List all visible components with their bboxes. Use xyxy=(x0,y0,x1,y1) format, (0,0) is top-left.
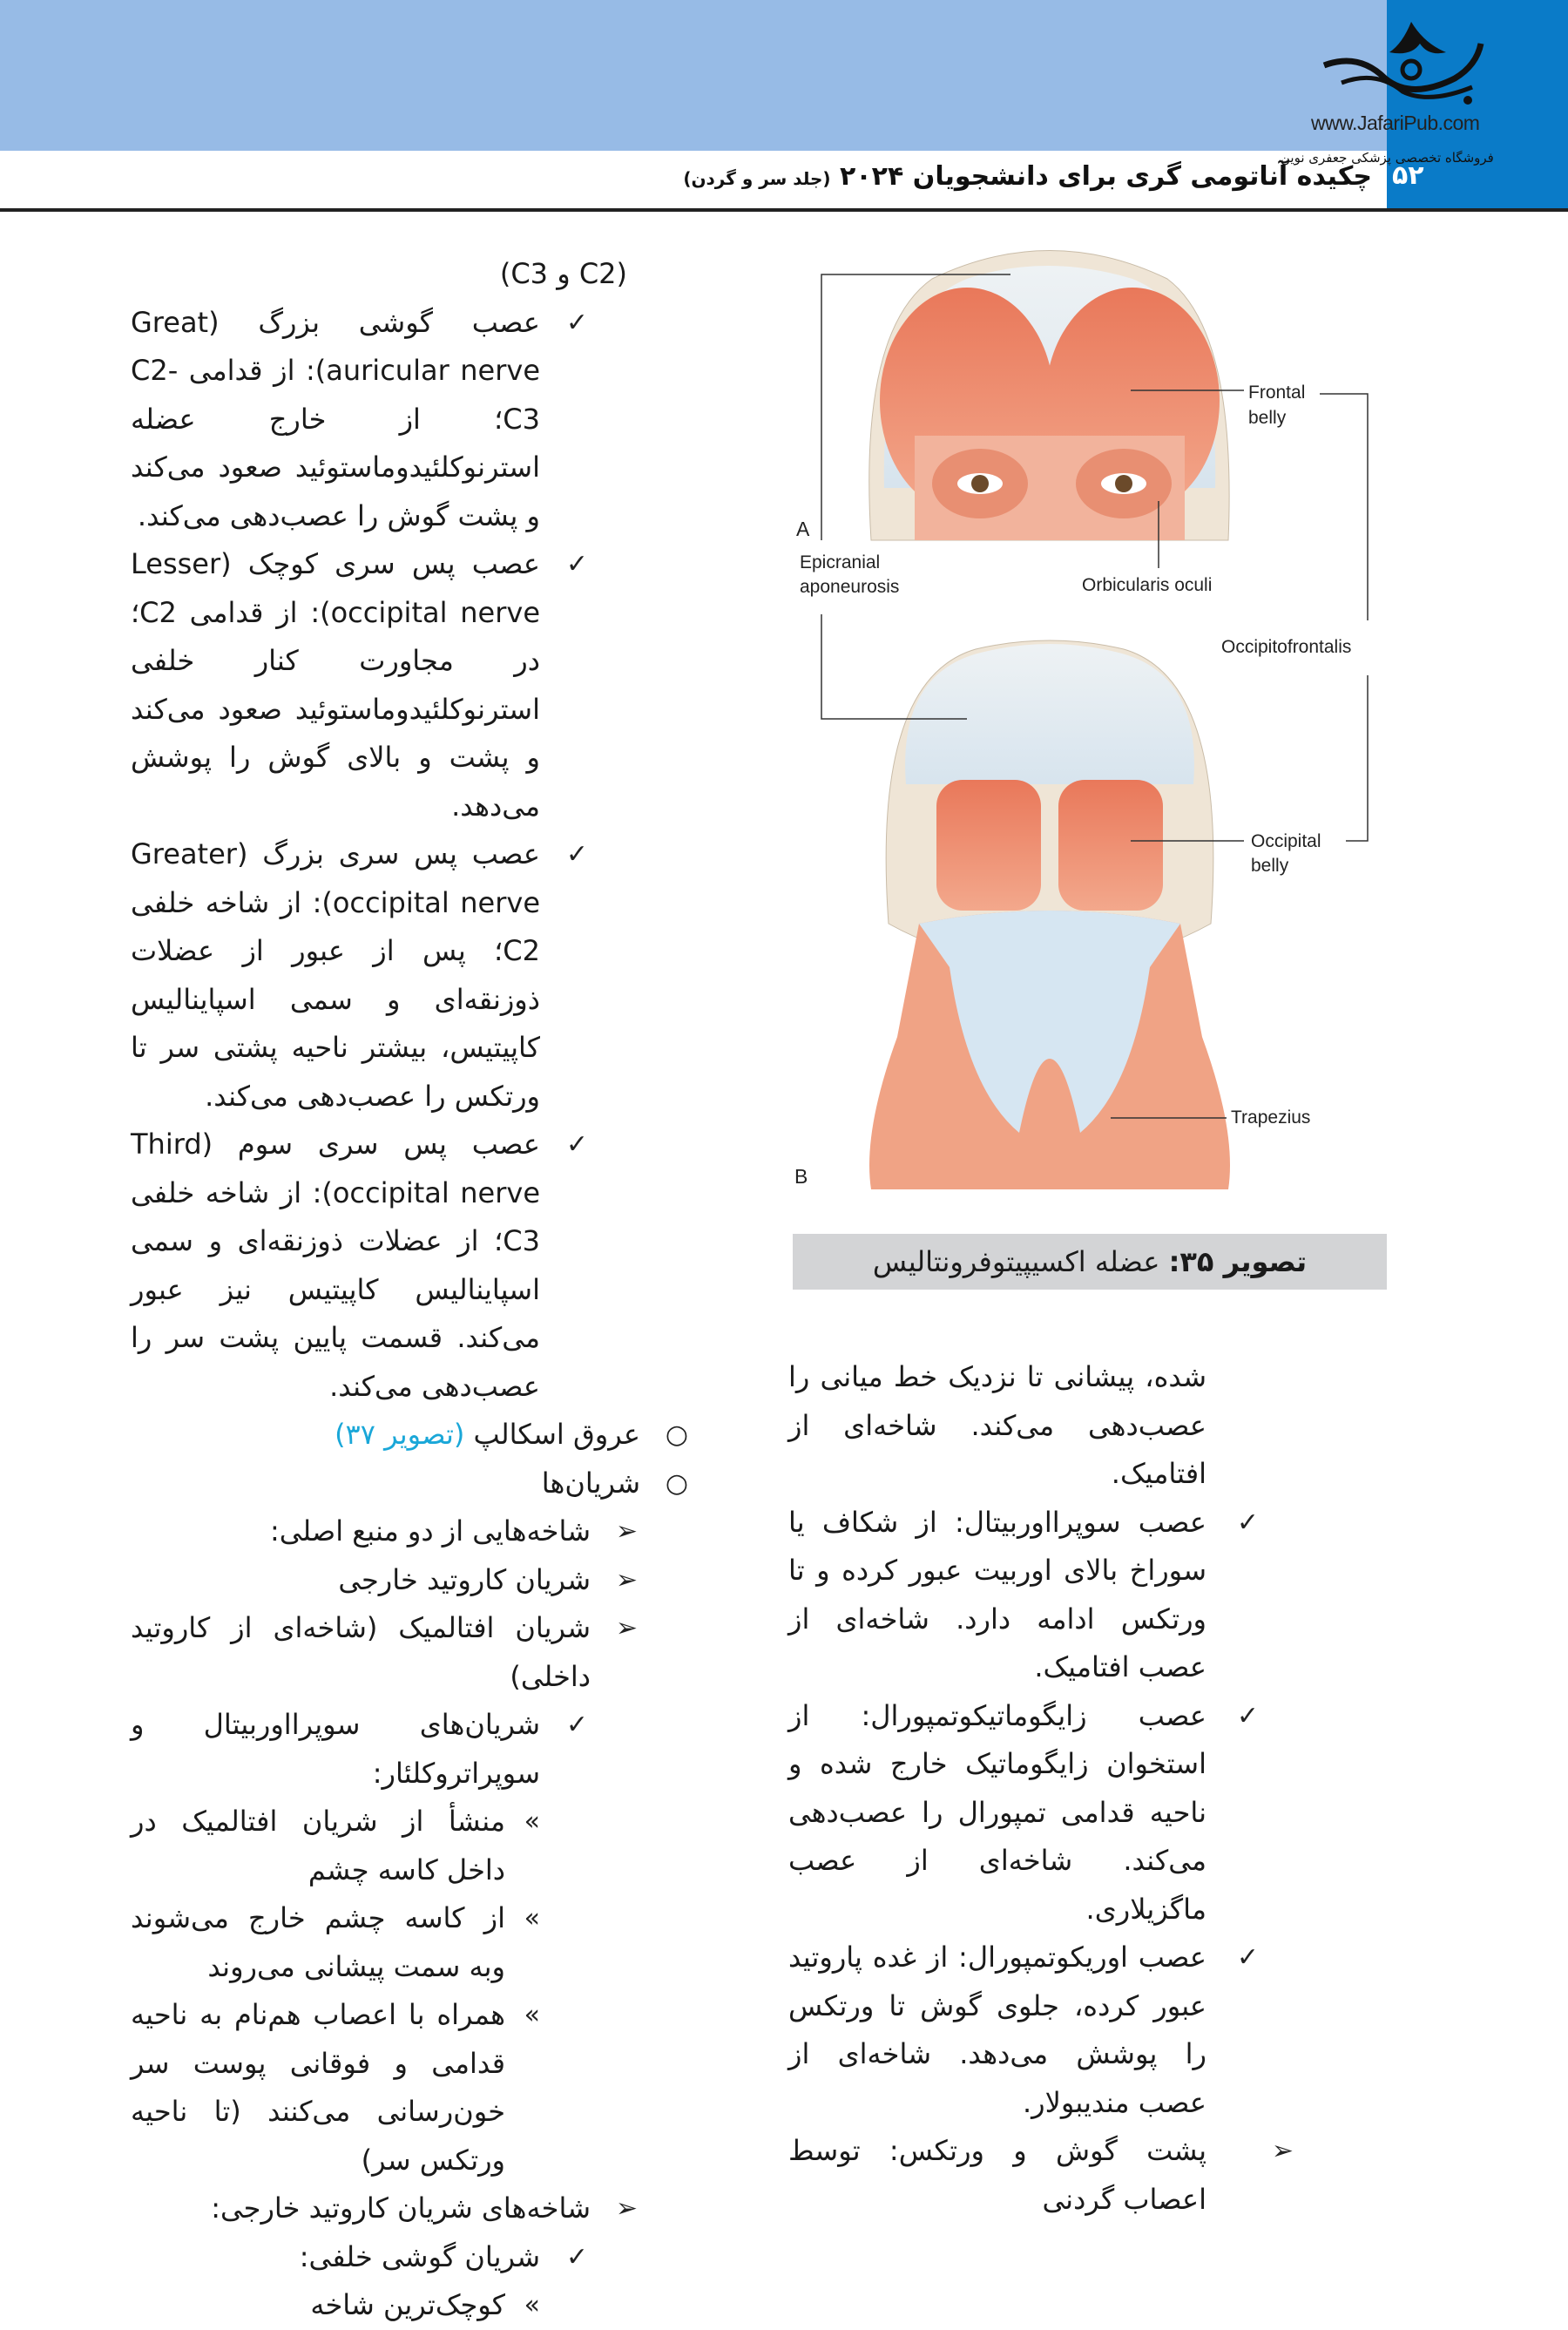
figure-link[interactable]: (تصویر ۳۷) xyxy=(335,1418,465,1451)
list-item xyxy=(131,1507,688,1556)
list-item-scalp-vessels xyxy=(131,1411,688,1460)
item-text: شریان‌ها xyxy=(541,1466,640,1500)
occipital-belly-left xyxy=(936,780,1041,911)
book-title-text: چکیده آناتومی گری برای دانشجویان ۲۰۲۴ xyxy=(840,161,1372,192)
check-icon: ✓ xyxy=(1236,1942,1259,1973)
right-column xyxy=(788,1353,1294,2224)
guillemet-bullet-icon: » xyxy=(524,2290,540,2320)
continuation-text: شده، پیشانی تا نزدیک خط میانی را عصب‌دهی می‌کند. شاخه‌ای از افتامیک. xyxy=(788,1360,1206,1490)
list-item xyxy=(131,1894,688,1991)
guillemet-bullet-icon: » xyxy=(524,2000,540,2030)
item-text: منشأ از شریان افتالمیک در داخل کاسه چشم xyxy=(131,1805,505,1886)
item-text: عصب اوریکوتمپورال: از غده پاروتید عبور کرده، جلوی گوش تا ورتکس را پوشش می‌دهد. شاخه‌ای از عصب مندیبولار. xyxy=(788,1941,1206,2119)
item-text: شریان گوشی خلفی: xyxy=(299,2239,540,2273)
check-icon: ✓ xyxy=(565,307,588,338)
list-item xyxy=(131,2233,688,2282)
check-icon: ✓ xyxy=(565,839,588,870)
item-text: شریان کاروتید خارجی xyxy=(338,1562,591,1596)
check-icon: ✓ xyxy=(1236,1507,1259,1538)
list-item xyxy=(131,1991,688,2184)
site-url: www.JafariPub.com xyxy=(1311,112,1480,134)
list-item-arteries xyxy=(131,1460,688,1508)
anterior-view xyxy=(869,251,1229,541)
label-epicranial: Epicranial xyxy=(800,552,881,572)
caption-label: تصویر ۳۵: xyxy=(1168,1245,1308,1278)
item-text: کوچک‌ترین شاخه xyxy=(310,2288,505,2321)
item-text: عصب پس سری سوم (Third occipital nerve): از شاخه خلفی C3؛ از عضلات ذوزنقه‌ای و سمی اسپاینالیس کاپیتیس نیز عبور می‌کند. قسمت پایین پشت سر را عصب‌دهی می‌کند. xyxy=(131,1128,540,1403)
label-occipital: Occipital xyxy=(1251,831,1321,851)
guillemet-bullet-icon: » xyxy=(524,1806,540,1837)
item-text: عصب سوپرااوربیتال: از شکاف یا سوراخ بالای اوربیت عبور کرده و تا ورتکس ادامه دارد. شاخه‌ای از عصب افتامیک. xyxy=(788,1505,1206,1683)
posterior-view xyxy=(869,640,1230,1189)
arrow-bullet-icon: ➢ xyxy=(615,2193,638,2224)
list-item xyxy=(788,2127,1294,2224)
list-item xyxy=(788,1499,1294,1692)
panel-a-label: A xyxy=(796,518,810,540)
item-text: عصب پس سری کوچک (Lesser occipital nerve): از قدامی C2؛ در مجاورت کنار خلفی استرنوکلئیدوماستوئید صعود می‌کند و پشت و بالای گوش را پوشش می‌دهد. xyxy=(131,547,540,823)
circle-bullet-icon: ○ xyxy=(665,1419,688,1450)
item-text: از کاسه چشم خارج می‌شوند وبه سمت پیشانی می‌روند xyxy=(131,1901,505,1983)
circle-bullet-icon: ○ xyxy=(665,1467,688,1499)
guillemet-bullet-icon: » xyxy=(524,1903,540,1934)
item-text: عصب پس سری بزرگ (Greater occipital nerve): از شاخه خلفی C2؛ پس از عبور از عضلات ذوزنقه‌ای و سمی اسپاینالیس کاپیتیس، بیشتر ناحیه پشتی سر تا ورتکس را عصب‌دهی می‌کند. xyxy=(131,837,540,1113)
label-frontal-belly: belly xyxy=(1248,408,1287,428)
check-icon: ✓ xyxy=(565,1129,588,1160)
label-frontal: Frontal xyxy=(1248,383,1306,403)
panel-b-label: B xyxy=(794,1165,808,1188)
list-item xyxy=(788,1934,1294,2127)
item-text: پشت گوش و ورتکس: توسط اعصاب گردنی xyxy=(788,2134,1206,2216)
check-icon: ✓ xyxy=(565,549,588,579)
item-text: عصب گوشی بزرگ (Great auricular nerve): از قدامی C2-C3؛ از خارج عضله استرنوکلئیدوماستوئید صعود می‌کند و پشت گوش را عصب‌دهی می‌کند. xyxy=(131,305,540,532)
list-item xyxy=(131,1701,688,1798)
figure-caption xyxy=(793,1234,1387,1290)
label-occipital-belly: belly xyxy=(1251,856,1289,876)
arrow-bullet-icon: ➢ xyxy=(615,1516,638,1547)
item-text: همراه با اعصاب هم‌نام به ناحیه قدامی و فوقانی پوست سر خون‌رسانی می‌کنند (تا ناحیه ورتکس سر) xyxy=(131,1998,505,2177)
store-name: فروشگاه تخصصی پزشکی جعفری نوین xyxy=(1281,150,1494,166)
list-item xyxy=(131,1604,688,1701)
caption-text: عضله اکسیپیتوفرونتالیس xyxy=(872,1245,1160,1278)
occipital-belly-right xyxy=(1058,780,1163,911)
list-item xyxy=(131,2281,688,2330)
list-item xyxy=(131,1556,688,1605)
list-item xyxy=(788,1692,1294,1934)
check-icon: ✓ xyxy=(565,2241,588,2272)
list-item xyxy=(131,1798,688,1894)
arrow-bullet-icon: ➢ xyxy=(615,1564,638,1595)
label-orbicularis-oculi: Orbicularis oculi xyxy=(1082,575,1213,595)
arrow-bullet-icon: ➢ xyxy=(1271,2136,1294,2166)
item-text: شاخه‌هایی از دو منبع اصلی: xyxy=(269,1514,591,1548)
book-subtitle: (جلد سر و گردن) xyxy=(683,168,831,189)
label-aponeurosis: aponeurosis xyxy=(800,577,900,597)
arrow-bullet-icon: ➢ xyxy=(615,1613,638,1643)
item-text: شریان افتالمیک (شاخه‌ای از کاروتید داخلی) xyxy=(131,1611,591,1693)
item-text: شاخه‌های شریان کاروتید خارجی: xyxy=(211,2191,591,2225)
check-icon: ✓ xyxy=(1236,1700,1259,1731)
label-trapezius: Trapezius xyxy=(1231,1107,1311,1128)
check-icon: ✓ xyxy=(565,1710,588,1740)
label-occipitofrontalis: Occipitofrontalis xyxy=(1221,637,1352,657)
page-number: ۵۲ xyxy=(1392,160,1424,191)
item-text: شریان‌های سوپرااوربیتال و سوپراتروکلئار: xyxy=(131,1708,540,1790)
continuation-text: (C2 و C3) xyxy=(499,257,627,290)
item-text: عصب زایگوماتیکوتمپورال: از استخوان زایگوماتیک خارج شده و ناحیه قدامی تمپورال را عصب‌دهی می‌کند. شاخه‌ای از عصب ماگزیلاری. xyxy=(788,1698,1206,1926)
item-text: عروق اسکالپ xyxy=(473,1418,640,1451)
list-item xyxy=(131,2184,688,2233)
